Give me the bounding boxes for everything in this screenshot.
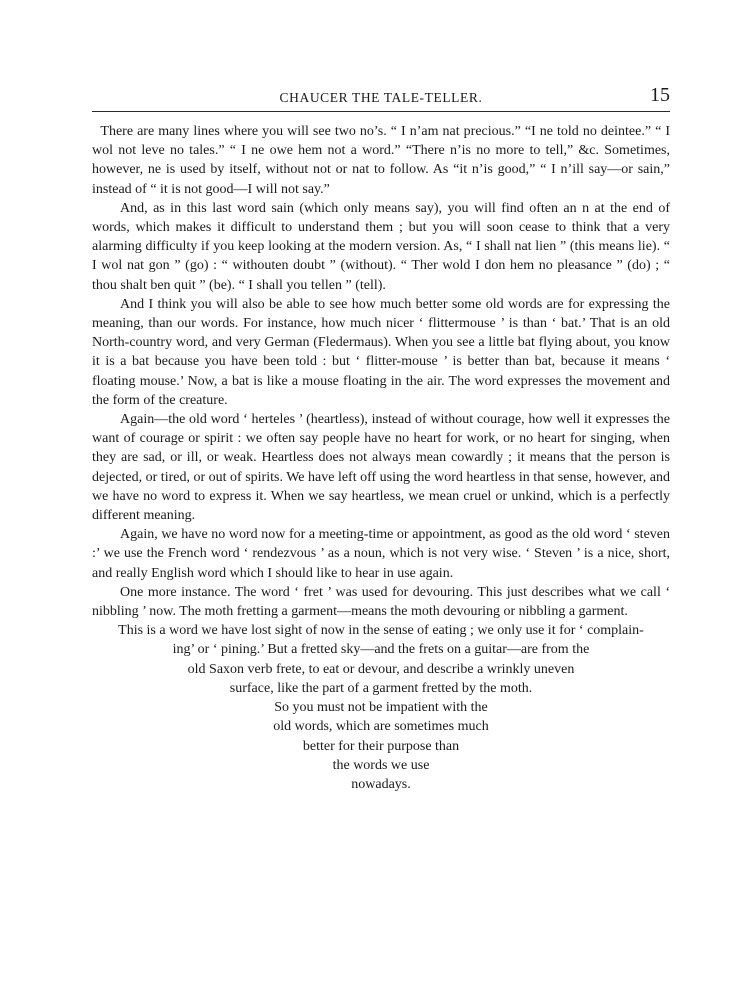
page-body [92, 122, 670, 794]
paragraph-double-negatives: There are many lines where you will see two no’s. “ I n’am nat precious.” “I ne told no deintee.” “ I wol not leve no tales.” “ I ne owe hem not a word.” “There n’is no more to tell,” &c. Sometimes, however, ne is used by itself, without not or nat to follow. As “it n’is good,” “ I n’ill say—or sain,” instead of “ it is not good—I will not say.” [92, 124, 670, 197]
page-number: 15 [650, 84, 670, 106]
paragraph-final-n: And, as in this last word sain (which only means say), you will find often an n at the end of words, which makes it difficult to understand them ; but you will soon cease to think that a very alarming difficulty if you keep looking at the modern version. As, “ I shall nat lien ” (this means lie). “ I wol nat gon ” (go) : “ withouten doubt ” (without). “ Ther wold I don hem no pleasance ” (do) ; “ thou shalt ben quit ” (be). “ I shall you tellen ” (tell). [92, 200, 670, 293]
paragraph-fret: One more instance. The word ‘ fret ’ was used for devouring. This just describes what we call ‘ nibbling ’ now. The moth fretting a garment—means the moth devouring or nibbling a garment. [92, 584, 670, 620]
running-title: CHAUCER THE TALE-TELLER. [279, 90, 483, 105]
paragraph-flittermouse: And I think you will also be able to see how much better some old words are for expressing the meaning, than our words. For instance, how much nicer ‘ flittermouse ’ is than ‘ bat.’ That is an old North-country word, and very German (Fledermaus). When you see a little bat flying about, you know it is a bat because you have been told : but ‘ flitter-mouse ’ is better than bat, because it means ‘ floating mouse.’ Now, a bat is like a mouse floating in the air. The word expresses the movement and the form of the creature. [92, 296, 670, 408]
header-rule [92, 111, 670, 112]
closing-line: So you must not be impatient with the [274, 700, 488, 716]
closing-line: This is a word we have lost sight of now in the sense of eating ; we only use it for ‘ complain- [118, 623, 644, 639]
closing-line: better for their purpose than [302, 738, 460, 754]
closing-line: old Saxon verb frete, to eat or devour, and describe a wrinkly uneven [187, 661, 575, 677]
closing-line: nowadays. [351, 776, 411, 792]
tapered-closing-paragraph [92, 621, 670, 794]
page-header [92, 84, 670, 112]
closing-line: ing’ or ‘ pining.’ But a fretted sky—and the frets on a guitar—are from the [172, 642, 590, 658]
paragraph-steven: Again, we have no word now for a meeting-time or appointment, as good as the old word ‘ steven :’ we use the French word ‘ rendezvous ’ as a noun, which is not very wise. ‘ Steven ’ is a nice, short, and really English word which I should like to hear in use again. [92, 527, 670, 581]
closing-line: the words we use [332, 757, 430, 773]
closing-line: surface, like the part of a garment fretted by the moth. [229, 680, 533, 696]
paragraph-herteles: Again—the old word ‘ herteles ’ (heartless), instead of without courage, how well it expresses the want of courage or spirit : we often say people have no heart for work, or no heart for singing, when they are sad, or ill, or weak. Heartless does not always mean cowardly ; it means that the person is dejected, or tired, or out of spirits. We have left off using the word heartless in that sense, however, and we have no word to express it. When we say heartless, we mean cruel or unkind, which is a perfectly different meaning. [92, 412, 670, 524]
closing-line: old words, which are sometimes much [273, 719, 489, 735]
